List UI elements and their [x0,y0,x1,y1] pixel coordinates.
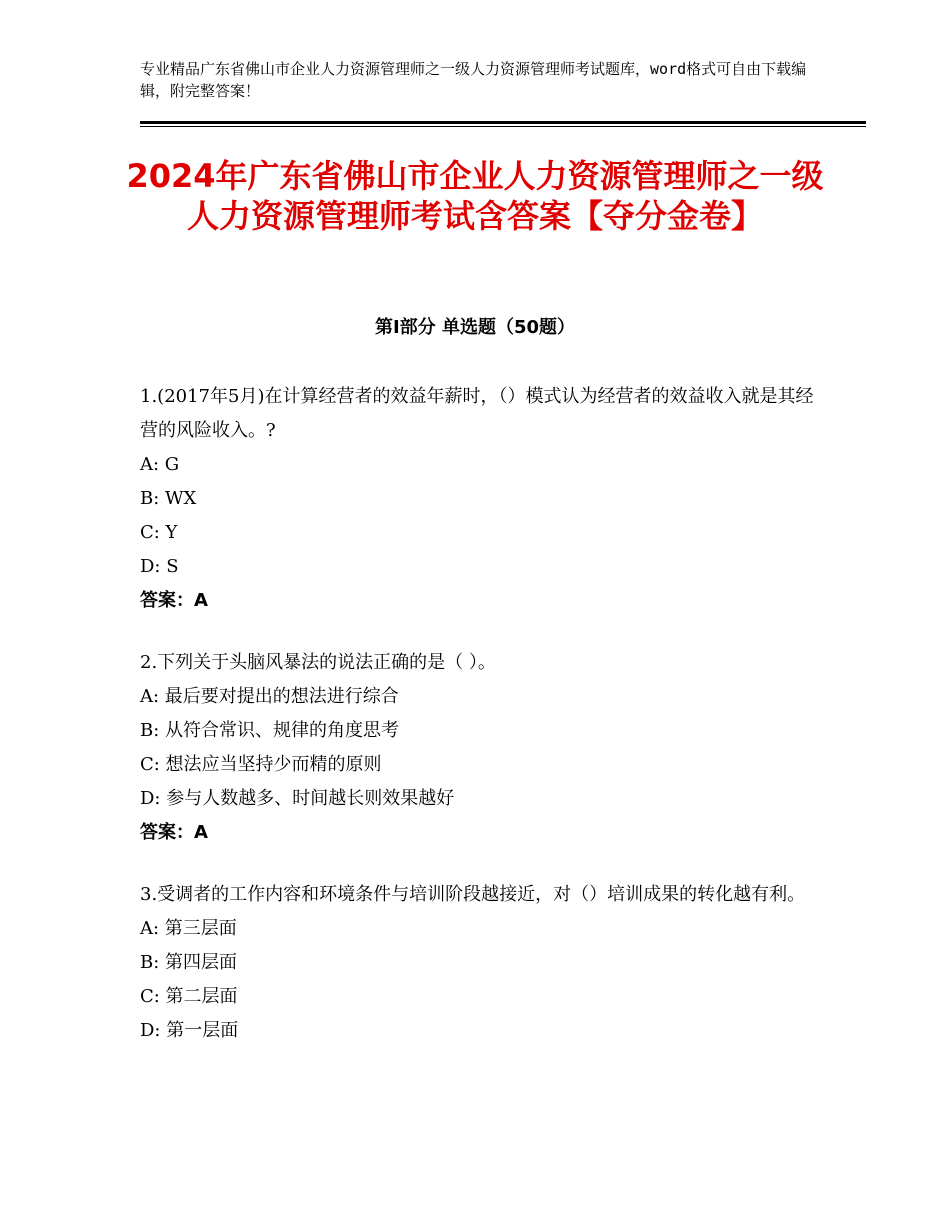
option-c: C: Y [140,522,178,543]
option-d: D: S [140,556,179,577]
question-3 [140,878,820,1048]
option-a: A: G [140,454,180,475]
option-c: C: 想法应当坚持少而精的原则 [140,754,382,775]
option-d: D: 第一层面 [140,1020,239,1041]
option-a: A: 第三层面 [140,918,237,939]
question-stem: 3.受调者的工作内容和环境条件与培训阶段越接近，对（）培训成果的转化越有利。 [140,884,806,905]
question-1 [140,380,820,618]
question-2 [140,646,820,850]
option-a: A: 最后要对提出的想法进行综合 [140,686,399,707]
question-stem: 1.(2017年5月)在计算经营者的效益年薪时，（）模式认为经营者的效益收入就是其经营的风险收入。? [140,386,814,441]
section-title: 第Ⅰ部分 单选题（50题） [374,317,575,338]
option-b: B: 从符合常识、规律的角度思考 [140,720,400,741]
header-rule-thick [140,121,866,124]
header-note: 专业精品广东省佛山市企业人力资源管理师之一级人力资源管理师考试题库，word格式可自由下载编辑，附完整答案！ [140,60,807,100]
option-c: C: 第二层面 [140,986,238,1007]
answer-line: 答案：A [140,590,208,611]
question-stem: 2.下列关于头脑风暴法的说法正确的是（ ）。 [140,652,496,673]
option-d: D: 参与人数越多、时间越长则效果越好 [140,788,455,809]
question-list [140,380,820,1076]
option-b: B: WX [140,488,197,509]
answer-line: 答案：A [140,822,208,843]
document-title: 2024年广东省佛山市企业人力资源管理师之一级人力资源管理师考试含答案【夺分金卷】 [126,157,824,235]
option-b: B: 第四层面 [140,952,238,973]
header-rule-thin [140,126,866,127]
